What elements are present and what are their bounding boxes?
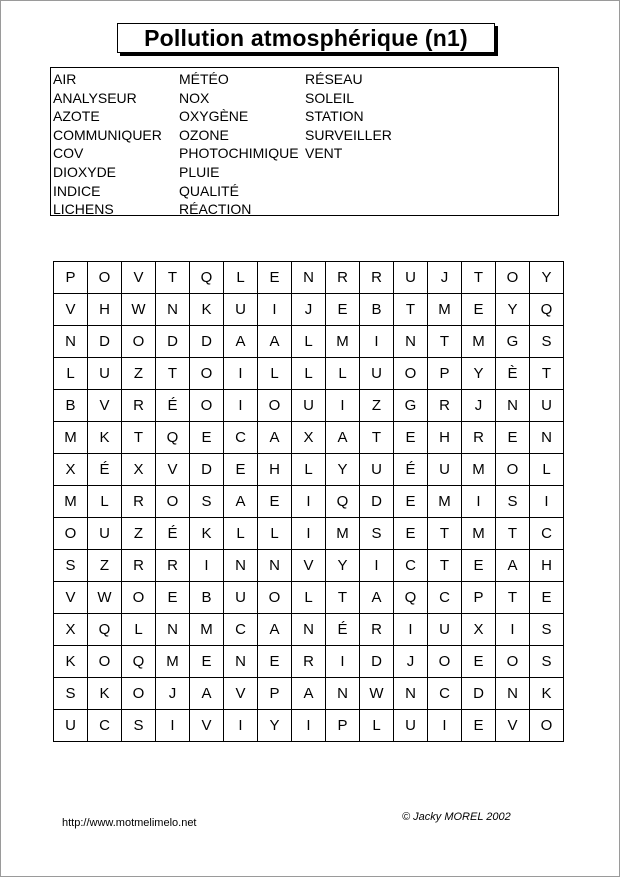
- grid-cell: W: [360, 678, 394, 710]
- grid-cell: O: [496, 454, 530, 486]
- grid-cell: V: [54, 294, 88, 326]
- grid-row: [54, 486, 564, 518]
- grid-cell: R: [122, 550, 156, 582]
- grid-cell: K: [54, 646, 88, 678]
- grid-cell: H: [258, 454, 292, 486]
- grid-cell: R: [326, 262, 360, 294]
- grid-cell: I: [292, 518, 326, 550]
- grid-cell: N: [156, 294, 190, 326]
- grid-cell: N: [292, 614, 326, 646]
- grid-cell: J: [428, 262, 462, 294]
- grid-cell: O: [190, 358, 224, 390]
- grid-cell: J: [156, 678, 190, 710]
- grid-cell: M: [428, 294, 462, 326]
- grid-cell: E: [258, 486, 292, 518]
- grid-cell: M: [54, 486, 88, 518]
- grid-cell: A: [224, 486, 258, 518]
- grid-cell: T: [326, 582, 360, 614]
- grid-cell: É: [326, 614, 360, 646]
- grid-cell: N: [326, 678, 360, 710]
- grid-cell: N: [530, 422, 564, 454]
- grid-cell: N: [292, 262, 326, 294]
- grid-cell: R: [360, 262, 394, 294]
- grid-cell: I: [292, 710, 326, 742]
- grid-cell: Y: [496, 294, 530, 326]
- grid-cell: C: [88, 710, 122, 742]
- grid-cell: K: [190, 518, 224, 550]
- grid-cell: Z: [88, 550, 122, 582]
- grid-cell: P: [258, 678, 292, 710]
- grid-cell: É: [156, 390, 190, 422]
- grid-cell: M: [54, 422, 88, 454]
- grid-cell: Y: [462, 358, 496, 390]
- grid-cell: O: [258, 582, 292, 614]
- grid-cell: U: [224, 582, 258, 614]
- word-item: QUALITÉ: [179, 182, 239, 199]
- grid-cell: E: [156, 582, 190, 614]
- grid-cell: U: [360, 454, 394, 486]
- grid-cell: M: [156, 646, 190, 678]
- grid-cell: R: [360, 614, 394, 646]
- grid-cell: A: [190, 678, 224, 710]
- grid-row: [54, 518, 564, 550]
- footer-url: http://www.motmelimelo.net: [62, 817, 197, 829]
- grid-cell: Q: [530, 294, 564, 326]
- grid-cell: L: [360, 710, 394, 742]
- grid-cell: I: [496, 614, 530, 646]
- grid-row: [54, 294, 564, 326]
- grid-cell: N: [496, 678, 530, 710]
- grid-cell: L: [224, 262, 258, 294]
- word-item: SOLEIL: [305, 89, 355, 106]
- grid-cell: U: [428, 614, 462, 646]
- grid-cell: T: [156, 262, 190, 294]
- grid-cell: I: [360, 326, 394, 358]
- grid-cell: A: [224, 326, 258, 358]
- grid-cell: P: [462, 582, 496, 614]
- grid-cell: X: [462, 614, 496, 646]
- grid-cell: N: [54, 326, 88, 358]
- grid-cell: I: [224, 358, 258, 390]
- grid-row: [54, 422, 564, 454]
- word-item: OZONE: [179, 126, 229, 143]
- grid-cell: X: [54, 454, 88, 486]
- grid-cell: R: [156, 550, 190, 582]
- grid-cell: I: [190, 550, 224, 582]
- grid-cell: L: [224, 518, 258, 550]
- grid-cell: D: [462, 678, 496, 710]
- grid-cell: T: [156, 358, 190, 390]
- grid-cell: N: [258, 550, 292, 582]
- grid-row: [54, 358, 564, 390]
- grid-cell: K: [530, 678, 564, 710]
- grid-cell: H: [530, 550, 564, 582]
- grid-cell: S: [530, 646, 564, 678]
- grid-cell: S: [360, 518, 394, 550]
- grid-cell: A: [258, 326, 292, 358]
- grid-cell: I: [326, 390, 360, 422]
- word-item: RÉACTION: [179, 201, 252, 218]
- grid-cell: R: [428, 390, 462, 422]
- grid-cell: N: [156, 614, 190, 646]
- grid-cell: R: [462, 422, 496, 454]
- grid-cell: T: [394, 294, 428, 326]
- grid-cell: L: [258, 358, 292, 390]
- grid-cell: A: [496, 550, 530, 582]
- grid-cell: M: [462, 326, 496, 358]
- grid-cell: V: [88, 390, 122, 422]
- grid-cell: U: [292, 390, 326, 422]
- word-item: INDICE: [53, 182, 101, 199]
- grid-cell: V: [190, 710, 224, 742]
- grid-cell: M: [326, 326, 360, 358]
- grid-cell: L: [530, 454, 564, 486]
- grid-cell: O: [122, 582, 156, 614]
- grid-cell: É: [88, 454, 122, 486]
- grid-cell: S: [122, 710, 156, 742]
- grid-cell: K: [88, 678, 122, 710]
- grid-cell: W: [122, 294, 156, 326]
- grid-cell: T: [496, 582, 530, 614]
- grid-cell: R: [122, 486, 156, 518]
- word-item: RÉSEAU: [305, 71, 363, 87]
- word-item: MÉTÉO: [179, 71, 229, 87]
- grid-cell: I: [394, 614, 428, 646]
- grid-cell: X: [54, 614, 88, 646]
- grid-cell: U: [530, 390, 564, 422]
- grid-cell: É: [394, 454, 428, 486]
- word-item: DIOXYDE: [53, 163, 117, 180]
- grid-cell: O: [54, 518, 88, 550]
- grid-cell: A: [258, 422, 292, 454]
- grid-cell: Y: [530, 262, 564, 294]
- grid-cell: K: [190, 294, 224, 326]
- grid-cell: O: [258, 390, 292, 422]
- grid-cell: I: [428, 710, 462, 742]
- grid-cell: I: [258, 294, 292, 326]
- grid-cell: L: [292, 358, 326, 390]
- grid-cell: S: [190, 486, 224, 518]
- grid-cell: S: [496, 486, 530, 518]
- word-item: ANALYSEUR: [53, 89, 137, 106]
- grid-cell: L: [292, 582, 326, 614]
- grid-cell: O: [88, 646, 122, 678]
- grid-cell: V: [292, 550, 326, 582]
- grid-cell: E: [190, 422, 224, 454]
- word-item: AZOTE: [53, 108, 100, 125]
- grid-cell: B: [360, 294, 394, 326]
- grid-row: [54, 710, 564, 742]
- grid-cell: Z: [122, 358, 156, 390]
- grid-cell: I: [224, 390, 258, 422]
- grid-cell: N: [394, 678, 428, 710]
- grid-cell: N: [394, 326, 428, 358]
- grid-cell: E: [394, 518, 428, 550]
- grid-row: [54, 326, 564, 358]
- grid-cell: C: [224, 614, 258, 646]
- grid-row: [54, 582, 564, 614]
- grid-cell: E: [258, 646, 292, 678]
- grid-cell: Z: [360, 390, 394, 422]
- word-item: NOX: [179, 89, 210, 106]
- grid-cell: M: [190, 614, 224, 646]
- grid-cell: E: [258, 262, 292, 294]
- grid-cell: P: [326, 710, 360, 742]
- grid-cell: È: [496, 358, 530, 390]
- grid-cell: U: [428, 454, 462, 486]
- grid-cell: A: [326, 422, 360, 454]
- grid-cell: G: [496, 326, 530, 358]
- word-item: PHOTOCHIMIQUE: [179, 145, 299, 162]
- grid-cell: S: [530, 326, 564, 358]
- word-item: COMMUNIQUER: [53, 126, 162, 143]
- word-item: SURVEILLER: [305, 126, 392, 143]
- grid-cell: U: [224, 294, 258, 326]
- grid-cell: M: [326, 518, 360, 550]
- grid-cell: D: [360, 646, 394, 678]
- grid-cell: O: [496, 262, 530, 294]
- grid-cell: G: [394, 390, 428, 422]
- grid-cell: D: [156, 326, 190, 358]
- grid-cell: I: [224, 710, 258, 742]
- grid-cell: H: [428, 422, 462, 454]
- grid-cell: C: [428, 678, 462, 710]
- grid-cell: U: [394, 710, 428, 742]
- grid-cell: C: [428, 582, 462, 614]
- grid-cell: D: [88, 326, 122, 358]
- footer-copyright: © Jacky MOREL 2002: [402, 811, 511, 823]
- grid-cell: N: [224, 550, 258, 582]
- grid-cell: L: [258, 518, 292, 550]
- grid-cell: M: [462, 518, 496, 550]
- grid-cell: V: [122, 262, 156, 294]
- grid-cell: X: [122, 454, 156, 486]
- grid-cell: I: [156, 710, 190, 742]
- grid-cell: T: [530, 358, 564, 390]
- grid-cell: Q: [326, 486, 360, 518]
- grid-cell: J: [394, 646, 428, 678]
- grid-cell: E: [462, 294, 496, 326]
- grid-cell: E: [462, 710, 496, 742]
- grid-cell: I: [292, 486, 326, 518]
- grid-cell: E: [496, 422, 530, 454]
- grid-cell: T: [122, 422, 156, 454]
- word-item: VENT: [305, 145, 343, 162]
- grid-cell: S: [530, 614, 564, 646]
- grid-cell: L: [292, 454, 326, 486]
- grid-cell: E: [190, 646, 224, 678]
- grid-cell: L: [54, 358, 88, 390]
- word-column-1: [53, 70, 162, 219]
- grid-cell: T: [496, 518, 530, 550]
- grid-cell: U: [88, 358, 122, 390]
- grid-cell: O: [190, 390, 224, 422]
- grid-cell: B: [54, 390, 88, 422]
- grid-cell: X: [292, 422, 326, 454]
- letter-grid: [53, 261, 564, 742]
- grid-cell: Q: [156, 422, 190, 454]
- word-item: AIR: [53, 71, 77, 87]
- grid-cell: O: [394, 358, 428, 390]
- grid-row: [54, 550, 564, 582]
- grid-cell: I: [462, 486, 496, 518]
- grid-cell: O: [122, 678, 156, 710]
- grid-cell: U: [54, 710, 88, 742]
- grid-cell: E: [462, 550, 496, 582]
- grid-cell: Q: [122, 646, 156, 678]
- grid-cell: V: [224, 678, 258, 710]
- grid-cell: A: [360, 582, 394, 614]
- grid-cell: T: [428, 550, 462, 582]
- grid-cell: L: [122, 614, 156, 646]
- grid-cell: Y: [326, 550, 360, 582]
- grid-cell: C: [394, 550, 428, 582]
- grid-cell: T: [428, 326, 462, 358]
- grid-cell: U: [360, 358, 394, 390]
- grid-row: [54, 614, 564, 646]
- grid-cell: E: [462, 646, 496, 678]
- grid-cell: B: [190, 582, 224, 614]
- grid-cell: U: [394, 262, 428, 294]
- grid-cell: V: [496, 710, 530, 742]
- grid-cell: P: [428, 358, 462, 390]
- grid-cell: O: [122, 326, 156, 358]
- grid-cell: P: [54, 262, 88, 294]
- grid-cell: E: [224, 454, 258, 486]
- grid-cell: S: [54, 678, 88, 710]
- word-item: LICHENS: [53, 201, 114, 218]
- grid-row: [54, 646, 564, 678]
- grid-cell: K: [88, 422, 122, 454]
- grid-cell: V: [156, 454, 190, 486]
- grid-row: [54, 454, 564, 486]
- grid-cell: A: [292, 678, 326, 710]
- grid-cell: Y: [258, 710, 292, 742]
- grid-cell: C: [224, 422, 258, 454]
- grid-cell: A: [258, 614, 292, 646]
- grid-cell: Q: [88, 614, 122, 646]
- grid-cell: N: [496, 390, 530, 422]
- grid-cell: I: [530, 486, 564, 518]
- grid-row: [54, 262, 564, 294]
- grid-cell: T: [462, 262, 496, 294]
- grid-row: [54, 678, 564, 710]
- word-column-3: [305, 70, 392, 163]
- grid-cell: V: [54, 582, 88, 614]
- grid-cell: L: [292, 326, 326, 358]
- grid-cell: T: [428, 518, 462, 550]
- grid-cell: I: [360, 550, 394, 582]
- grid-cell: C: [530, 518, 564, 550]
- grid-cell: T: [360, 422, 394, 454]
- grid-cell: Z: [122, 518, 156, 550]
- grid-cell: E: [326, 294, 360, 326]
- grid-cell: D: [360, 486, 394, 518]
- grid-cell: Q: [394, 582, 428, 614]
- grid-cell: W: [88, 582, 122, 614]
- grid-cell: Y: [326, 454, 360, 486]
- title-text: Pollution atmosphérique (n1): [144, 24, 468, 51]
- grid-cell: M: [462, 454, 496, 486]
- grid-cell: D: [190, 454, 224, 486]
- grid-cell: J: [292, 294, 326, 326]
- grid-cell: H: [88, 294, 122, 326]
- word-list: [50, 67, 559, 216]
- page-title: [117, 23, 495, 53]
- word-item: STATION: [305, 108, 364, 125]
- grid-cell: É: [156, 518, 190, 550]
- grid-row: [54, 390, 564, 422]
- grid-cell: M: [428, 486, 462, 518]
- grid-cell: O: [156, 486, 190, 518]
- grid-cell: N: [224, 646, 258, 678]
- grid-cell: E: [530, 582, 564, 614]
- grid-cell: R: [292, 646, 326, 678]
- grid-cell: L: [88, 486, 122, 518]
- grid-cell: I: [326, 646, 360, 678]
- word-item: COV: [53, 145, 84, 162]
- grid-cell: J: [462, 390, 496, 422]
- grid-cell: L: [326, 358, 360, 390]
- word-item: OXYGÈNE: [179, 108, 249, 125]
- grid-cell: U: [88, 518, 122, 550]
- word-column-2: [179, 70, 299, 219]
- grid-cell: O: [88, 262, 122, 294]
- grid-cell: O: [496, 646, 530, 678]
- grid-cell: O: [530, 710, 564, 742]
- grid-cell: D: [190, 326, 224, 358]
- grid-cell: R: [122, 390, 156, 422]
- grid-cell: S: [54, 550, 88, 582]
- grid-cell: E: [394, 422, 428, 454]
- grid-cell: Q: [190, 262, 224, 294]
- grid-cell: E: [394, 486, 428, 518]
- word-item: PLUIE: [179, 163, 220, 180]
- grid-cell: O: [428, 646, 462, 678]
